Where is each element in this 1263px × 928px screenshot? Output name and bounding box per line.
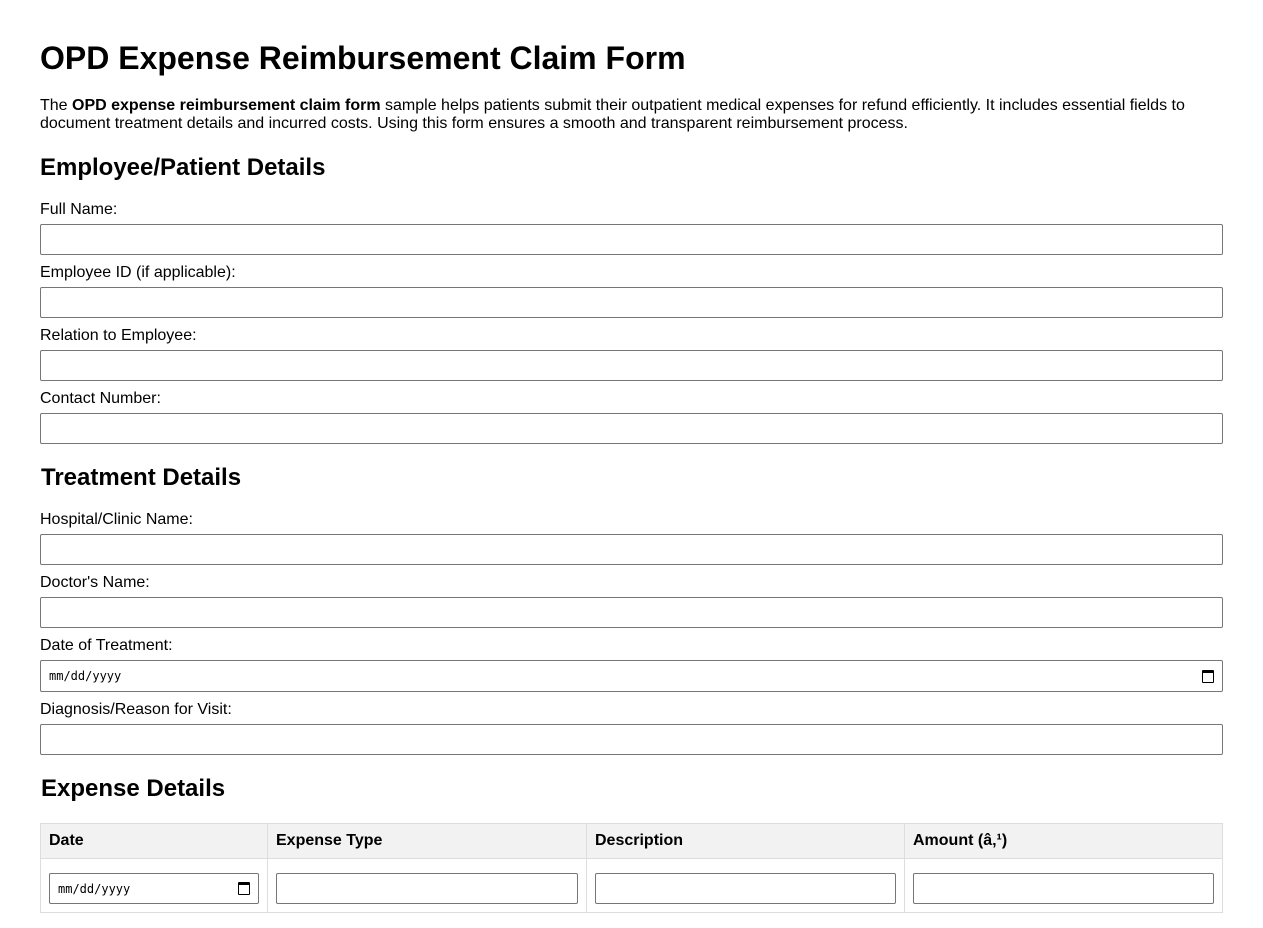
diagnosis-label: Diagnosis/Reason for Visit: bbox=[40, 701, 232, 718]
cell-description bbox=[587, 859, 905, 913]
employee-id-input[interactable] bbox=[40, 287, 1223, 318]
contact-number-input[interactable] bbox=[40, 413, 1223, 444]
calendar-icon[interactable] bbox=[1202, 670, 1214, 683]
diagnosis-input[interactable] bbox=[40, 724, 1223, 755]
page-title: OPD Expense Reimbursement Claim Form bbox=[40, 40, 686, 76]
contact-number-label: Contact Number: bbox=[40, 390, 161, 407]
intro-bold: OPD expense reimbursement claim form bbox=[72, 97, 381, 114]
full-name-label: Full Name: bbox=[40, 201, 118, 218]
intro-text bbox=[40, 97, 1223, 133]
amount-input[interactable] bbox=[913, 873, 1214, 904]
section-heading-employee: Employee/Patient Details bbox=[40, 154, 326, 181]
section-heading-expense: Expense Details bbox=[41, 775, 226, 802]
full-name-input[interactable] bbox=[40, 224, 1223, 255]
cell-date bbox=[41, 859, 268, 913]
relation-label: Relation to Employee: bbox=[40, 327, 197, 344]
section-heading-treatment: Treatment Details bbox=[41, 464, 242, 491]
expense-date-input[interactable] bbox=[49, 873, 259, 904]
hospital-label: Hospital/Clinic Name: bbox=[40, 511, 193, 528]
intro-suffix: sample helps patients submit their outpatient medical expenses for refund efficiently. It includes essential fields to document treatment details and incurred costs. Using this form ensures a smooth and transparent reimbursement process. bbox=[40, 97, 1185, 132]
column-header-expense-type: Expense Type bbox=[268, 824, 587, 859]
table-row bbox=[41, 859, 1223, 913]
date-placeholder: mm/dd/yyyy bbox=[49, 669, 122, 683]
expense-table bbox=[40, 823, 1223, 913]
intro-prefix: The bbox=[40, 97, 73, 114]
expense-type-input[interactable] bbox=[276, 873, 578, 904]
cell-expense-type bbox=[268, 859, 587, 913]
column-header-description: Description bbox=[587, 824, 905, 859]
column-header-date: Date bbox=[41, 824, 268, 859]
column-header-amount: Amount (â‚¹) bbox=[905, 824, 1223, 859]
relation-input[interactable] bbox=[40, 350, 1223, 381]
treatment-date-input[interactable] bbox=[40, 660, 1223, 692]
employee-id-label: Employee ID (if applicable): bbox=[40, 264, 236, 281]
date-placeholder: mm/dd/yyyy bbox=[58, 881, 131, 896]
calendar-icon[interactable] bbox=[238, 882, 250, 895]
cell-amount bbox=[905, 859, 1223, 913]
treatment-date-label: Date of Treatment: bbox=[40, 637, 173, 654]
doctor-input[interactable] bbox=[40, 597, 1223, 628]
table-header-row bbox=[41, 824, 1223, 859]
hospital-input[interactable] bbox=[40, 534, 1223, 565]
doctor-label: Doctor's Name: bbox=[40, 574, 150, 591]
description-input[interactable] bbox=[595, 873, 896, 904]
